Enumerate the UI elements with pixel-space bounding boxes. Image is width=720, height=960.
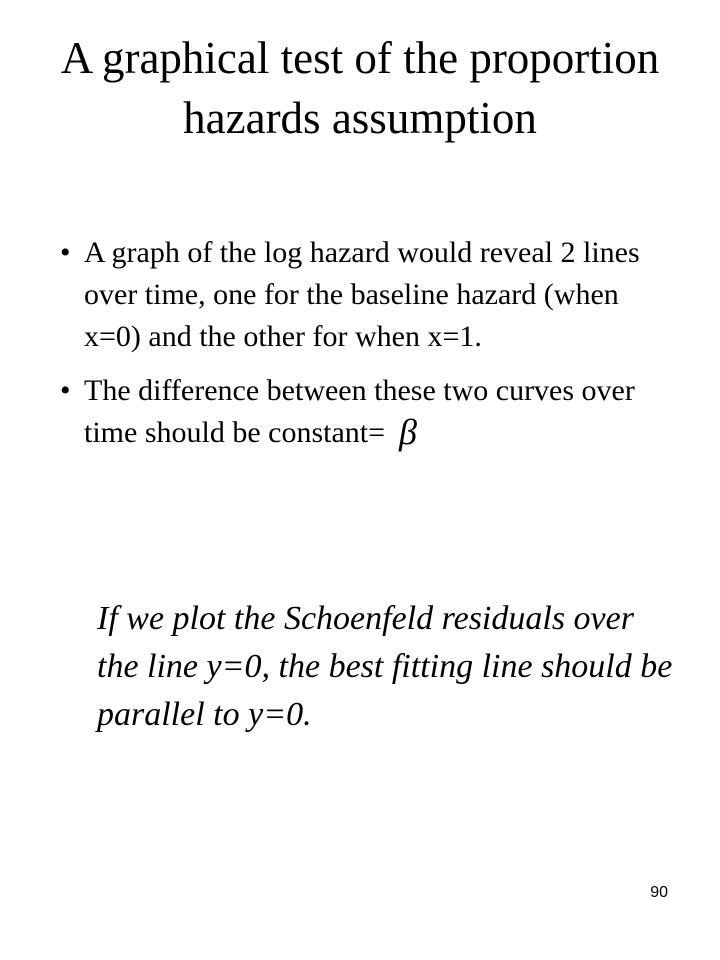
bullet-item	[60, 232, 680, 358]
schoenfeld-note: If we plot the Schoenfeld residuals over the line y=0, the best fitting line should be parallel to y=0.	[97, 600, 673, 733]
bullet-dot-icon: •	[60, 236, 71, 269]
bullet-dot-icon: •	[60, 374, 71, 407]
bullet-text: A graph of the log hazard would reveal 2 lines over time, one for the baseline hazard (when x=0) and the other for when x=1.	[84, 236, 640, 353]
slide-title: A graphical test of the proportion hazards assumption	[60, 33, 660, 143]
bullet-list	[60, 232, 680, 466]
page-number: 90	[650, 884, 668, 901]
bullet-text: The difference between these two curves over time should be constant=	[84, 374, 635, 449]
beta-symbol: β	[399, 412, 417, 452]
bullet-item	[60, 370, 680, 454]
